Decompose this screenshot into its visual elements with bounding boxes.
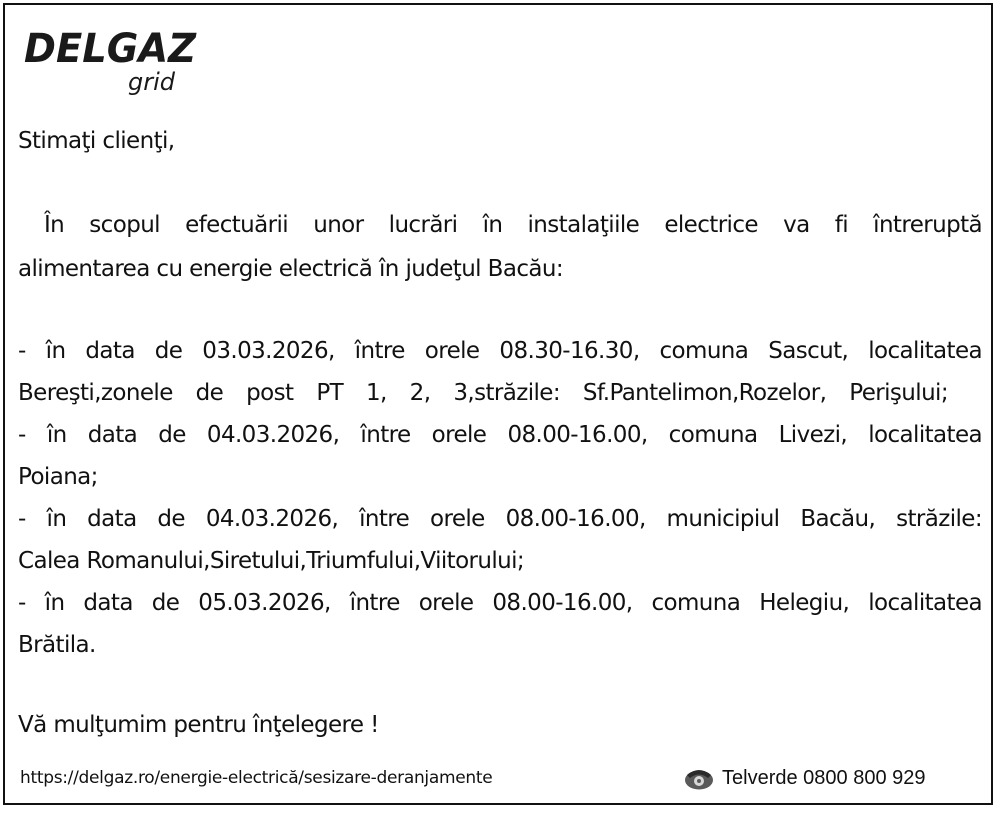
footer-phone	[684, 766, 926, 790]
list-item-4-line-2: Brătila.	[18, 632, 96, 658]
list-item-1-line-2: Bereşti,zonele de post PT 1, 2, 3,străzile: Sf.Pantelimon,Rozelor, Perişului;	[18, 380, 948, 406]
delgaz-grid-logo-graphic	[24, 26, 204, 98]
intro-line-1: În scopul efectuării unor lucrări în instalaţiile electrice va fi întreruptă	[44, 212, 982, 238]
greeting: Stimaţi clienţi,	[18, 128, 175, 154]
list-item-1-line-1: - în data de 03.03.2026, între orele 08.30-16.30, comuna Sascut, localitatea	[18, 338, 982, 364]
list-item-4-line-1: - în data de 05.03.2026, între orele 08.00-16.00, comuna Helegiu, localitatea	[18, 590, 982, 616]
telephone-icon	[684, 766, 714, 790]
closing-text: Vă mulţumim pentru înţelegere !	[18, 712, 379, 738]
list-item-2-line-1: - în data de 04.03.2026, între orele 08.00-16.00, comuna Livezi, localitatea	[18, 422, 982, 448]
delgaz-logo	[24, 26, 204, 98]
list-item-3-line-1: - în data de 04.03.2026, între orele 08.00-16.00, municipiul Bacău, străzile:	[18, 506, 982, 532]
intro-line-2: alimentarea cu energie electrică în judeţul Bacău:	[18, 256, 564, 282]
phone-number-text: Telverde 0800 800 929	[722, 766, 926, 789]
logo-sub: grid	[128, 68, 176, 96]
logo-brand: DELGAZ	[24, 26, 197, 72]
footer-url-link[interactable]: https://delgaz.ro/energie-electrică/sesizare-deranjamente	[20, 768, 493, 788]
list-item-3-line-2: Calea Romanului,Siretului,Triumfului,Viitorului;	[18, 548, 525, 574]
list-item-2-line-2: Poiana;	[18, 464, 98, 490]
